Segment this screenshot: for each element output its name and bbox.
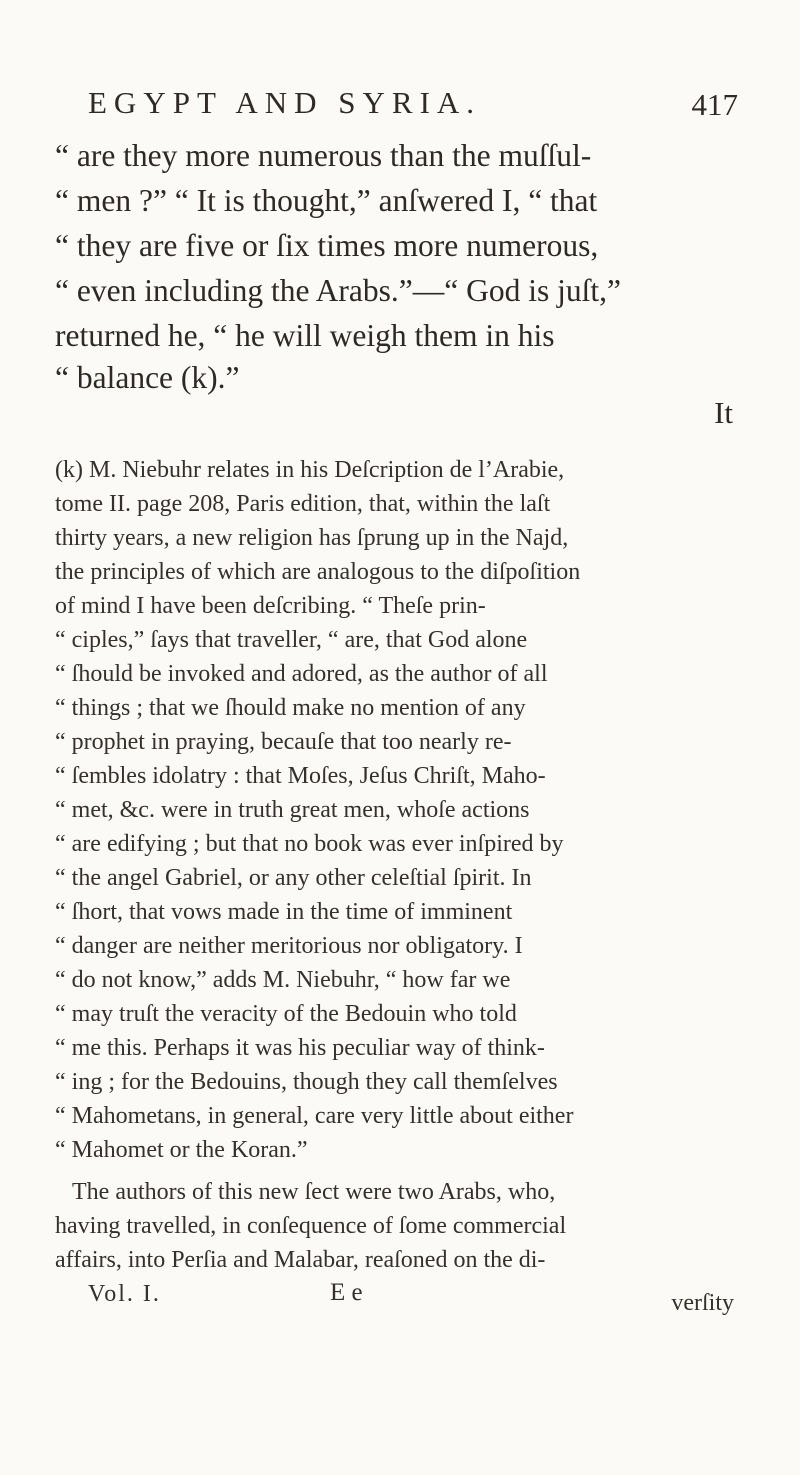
- footnote-line: of mind I have been deſcribing. “ Theſe prin-: [55, 593, 486, 619]
- footnote-line: “ Mahomet or the Koran.”: [55, 1137, 308, 1163]
- signature-mark: E e: [330, 1279, 363, 1306]
- footnote-line: “ the angel Gabriel, or any other celeſtial ſpirit. In: [55, 865, 532, 891]
- footnote-line: “ danger are neither meritorious nor obligatory. I: [55, 933, 523, 959]
- footnote-catchword: verſity: [671, 1290, 734, 1316]
- footnote-line: (k) M. Niebuhr relates in his Deſcription de l’Arabie,: [55, 457, 565, 483]
- footnote-line: The authors of this new ſect were two Arabs, who,: [72, 1179, 556, 1205]
- footnote-line: “ met, &c. were in truth great men, whoſe actions: [55, 797, 530, 823]
- footnote-line: “ Mahometans, in general, care very little about either: [55, 1103, 574, 1129]
- footnote-line: “ me this. Perhaps it was his peculiar way of think-: [55, 1035, 545, 1061]
- footnote-line: the principles of which are analogous to the diſpoſition: [55, 559, 581, 585]
- footnote-line: “ may truſt the veracity of the Bedouin who told: [55, 1001, 517, 1027]
- main-text-line: “ even including the Arabs.”—“ God is juſt,”: [55, 273, 621, 308]
- main-text-line: “ are they more numerous than the muſſul-: [55, 138, 592, 173]
- footnote-line: “ ſhould be invoked and adored, as the author of all: [55, 661, 548, 687]
- running-head: [88, 85, 738, 125]
- footnote-line: tome II. page 208, Paris edition, that, within the laſt: [55, 491, 551, 517]
- footnote-line: thirty years, a new religion has ſprung up in the Najd,: [55, 525, 569, 551]
- footnote-line: “ ing ; for the Bedouins, though they call themſelves: [55, 1069, 558, 1095]
- main-text-line: “ men ?” “ It is thought,” anſwered I, “ that: [55, 183, 598, 218]
- footnote-line: “ ciples,” ſays that traveller, “ are, that God alone: [55, 627, 528, 653]
- footnote-line: “ things ; that we ſhould make no mention of any: [55, 695, 526, 721]
- footnote-line: “ are edifying ; but that no book was ever inſpired by: [55, 831, 564, 857]
- volume-signature: Vol. I.: [88, 1281, 161, 1307]
- footnote-line: having travelled, in conſequence of ſome commercial: [55, 1213, 567, 1239]
- main-text-line: “ they are five or ſix times more numerous,: [55, 228, 599, 263]
- footnote-line: “ ſhort, that vows made in the time of imminent: [55, 899, 513, 925]
- page-number: 417: [691, 87, 738, 122]
- main-text-line: “ balance (k).”: [55, 360, 240, 395]
- main-catchword: It: [714, 395, 733, 430]
- running-title: EGYPT AND SYRIA.: [88, 85, 482, 120]
- footnote-line: “ do not know,” adds M. Niebuhr, “ how far we: [55, 967, 511, 993]
- main-text-line: returned he, “ he will weigh them in his: [55, 318, 555, 353]
- footnote-line: “ ſembles idolatry : that Moſes, Jeſus Chriſt, Maho-: [55, 763, 546, 789]
- footnote-line: “ prophet in praying, becauſe that too nearly re-: [55, 729, 512, 755]
- footnote-line: affairs, into Perſia and Malabar, reaſoned on the di-: [55, 1247, 546, 1273]
